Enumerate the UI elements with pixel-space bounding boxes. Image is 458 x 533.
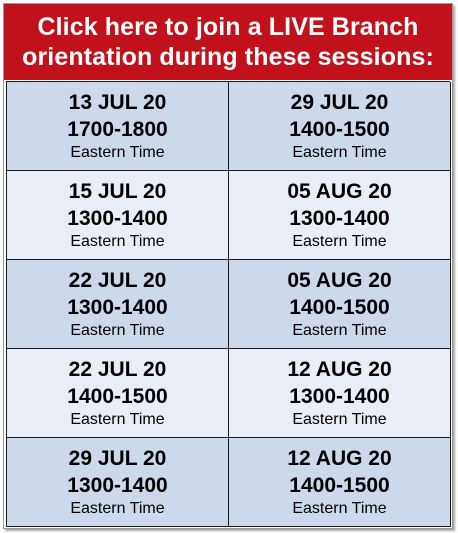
session-timezone: Eastern Time (292, 322, 387, 339)
session-date: 12 AUG 20 (287, 358, 392, 381)
session-cell[interactable] (229, 171, 451, 260)
session-cell[interactable] (229, 82, 451, 171)
session-time: 1300-1400 (289, 207, 390, 230)
session-timezone: Eastern Time (70, 500, 165, 517)
session-timezone: Eastern Time (70, 322, 165, 339)
session-cell[interactable] (229, 260, 451, 349)
header-line-2: orientation during these sessions: (22, 43, 434, 71)
session-date: 22 JUL 20 (68, 269, 167, 292)
session-date: 05 AUG 20 (287, 180, 392, 203)
join-orientation-link[interactable] (4, 4, 452, 80)
session-timezone: Eastern Time (70, 411, 165, 428)
session-cell[interactable] (7, 82, 229, 171)
session-timezone: Eastern Time (292, 233, 387, 250)
session-date: 05 AUG 20 (287, 269, 392, 292)
session-timezone: Eastern Time (70, 144, 165, 161)
session-date: 13 JUL 20 (68, 91, 167, 114)
session-time: 1300-1400 (67, 207, 168, 230)
session-timezone: Eastern Time (292, 500, 387, 517)
session-timezone: Eastern Time (292, 144, 387, 161)
session-cell[interactable] (7, 260, 229, 349)
session-date: 29 JUL 20 (290, 91, 389, 114)
session-date: 15 JUL 20 (68, 180, 167, 203)
orientation-sessions-panel (3, 3, 453, 529)
session-cell[interactable] (7, 171, 229, 260)
session-time: 1400-1500 (289, 474, 390, 497)
session-timezone: Eastern Time (70, 233, 165, 250)
session-time: 1300-1400 (67, 296, 168, 319)
session-cell[interactable] (7, 349, 229, 438)
header-text (22, 12, 434, 72)
session-date: 12 AUG 20 (287, 447, 392, 470)
session-time: 1400-1500 (289, 118, 390, 141)
session-time: 1700-1800 (67, 118, 168, 141)
session-date: 29 JUL 20 (68, 447, 167, 470)
session-time: 1300-1400 (67, 474, 168, 497)
session-time: 1400-1500 (289, 296, 390, 319)
session-time: 1300-1400 (289, 385, 390, 408)
session-timezone: Eastern Time (292, 411, 387, 428)
session-date: 22 JUL 20 (68, 358, 167, 381)
session-cell[interactable] (229, 349, 451, 438)
session-time: 1400-1500 (67, 385, 168, 408)
session-cell[interactable] (7, 438, 229, 527)
session-cell[interactable] (229, 438, 451, 527)
sessions-grid (6, 81, 450, 527)
header-line-1: Click here to join a LIVE Branch (37, 13, 419, 41)
